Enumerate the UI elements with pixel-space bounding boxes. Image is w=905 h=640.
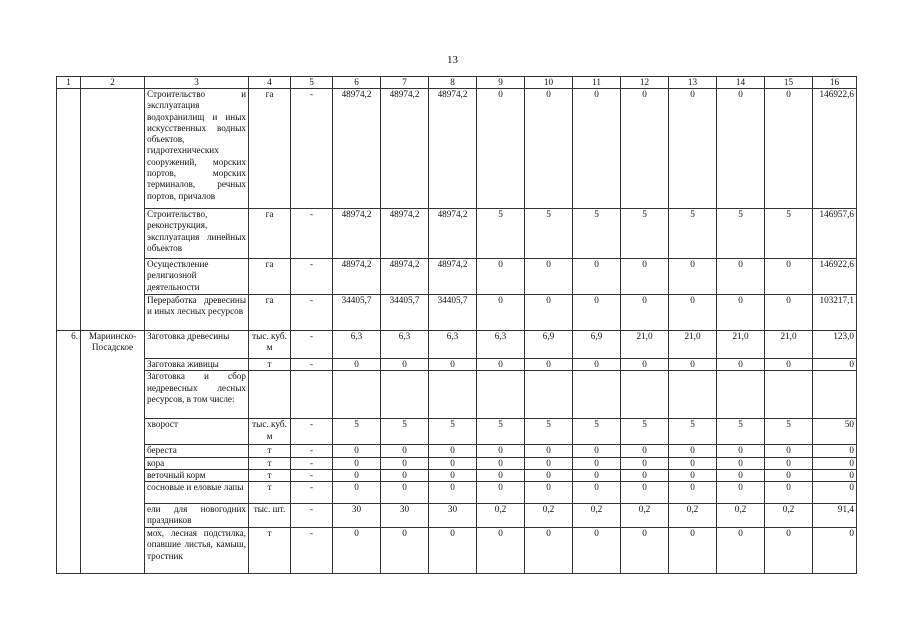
- activity-cell: Строительство, реконструкция, эксплуатация линейных объектов: [145, 209, 249, 259]
- value-cell: 6,3: [381, 331, 429, 359]
- table-row: [57, 457, 857, 469]
- activity-cell: Переработка древесины и иных лесных ресурсов: [145, 295, 249, 331]
- activity-cell: Заготовка живицы: [145, 359, 249, 371]
- activity-cell: Осуществление религиозной деятельности: [145, 259, 249, 295]
- value-cell: [813, 371, 857, 419]
- value-cell: 0: [717, 457, 765, 469]
- activity-cell: береста: [145, 445, 249, 457]
- district-cell: Мариинско-Посадское: [81, 331, 145, 574]
- table-row: [57, 469, 857, 481]
- value-cell: 0: [813, 469, 857, 481]
- activity-cell: кора: [145, 457, 249, 469]
- unit-cell: тыс. куб. м: [249, 331, 291, 359]
- value-cell: 48974,2: [333, 209, 381, 259]
- value-cell: 30: [333, 504, 381, 528]
- value-cell: [669, 371, 717, 419]
- unit-cell: т: [249, 359, 291, 371]
- value-cell: 0: [717, 469, 765, 481]
- value-cell: 21,0: [669, 331, 717, 359]
- table-row: [57, 331, 857, 359]
- column5-cell: -: [291, 89, 333, 209]
- value-cell: 5: [765, 209, 813, 259]
- value-cell: 0: [525, 457, 573, 469]
- value-cell: 0: [525, 295, 573, 331]
- value-cell: [525, 371, 573, 419]
- unit-cell: [249, 371, 291, 419]
- value-cell: 0: [477, 259, 525, 295]
- activity-cell: Заготовка и сбор недревесных лесных ресурсов, в том числе:: [145, 371, 249, 419]
- activity-cell: хворост: [145, 419, 249, 445]
- page-number: 13: [447, 54, 458, 66]
- value-cell: 0: [525, 89, 573, 209]
- value-cell: 5: [573, 419, 621, 445]
- unit-cell: т: [249, 457, 291, 469]
- column-number-8: 8: [429, 77, 477, 89]
- table-row: [57, 482, 857, 504]
- value-cell: 0: [573, 528, 621, 574]
- value-cell: 0: [765, 295, 813, 331]
- unit-cell: т: [249, 469, 291, 481]
- value-cell: 0: [765, 469, 813, 481]
- value-cell: 0: [669, 295, 717, 331]
- value-cell: 0: [621, 89, 669, 209]
- column-number-5: 5: [291, 77, 333, 89]
- column-number-4: 4: [249, 77, 291, 89]
- value-cell: 0: [621, 295, 669, 331]
- value-cell: 6,3: [429, 331, 477, 359]
- value-cell: [429, 371, 477, 419]
- value-cell: 0: [429, 359, 477, 371]
- value-cell: 5: [669, 419, 717, 445]
- unit-cell: га: [249, 209, 291, 259]
- value-cell: 0: [813, 528, 857, 574]
- value-cell: 48974,2: [429, 209, 477, 259]
- value-cell: 48974,2: [381, 89, 429, 209]
- value-cell: 0: [717, 482, 765, 504]
- unit-cell: т: [249, 482, 291, 504]
- value-cell: 0: [525, 469, 573, 481]
- value-cell: 34405,7: [381, 295, 429, 331]
- column5-cell: -: [291, 445, 333, 457]
- value-cell: 0: [621, 259, 669, 295]
- value-cell: 0: [525, 259, 573, 295]
- value-cell: 0: [381, 528, 429, 574]
- activity-cell: ели для новогодних праздников: [145, 504, 249, 528]
- value-cell: 5: [381, 419, 429, 445]
- value-cell: 0: [525, 445, 573, 457]
- column5-cell: -: [291, 331, 333, 359]
- column-number-1: 1: [57, 77, 81, 89]
- value-cell: 0: [669, 528, 717, 574]
- value-cell: 146957,6: [813, 209, 857, 259]
- unit-cell: т: [249, 528, 291, 574]
- value-cell: 0: [525, 528, 573, 574]
- value-cell: 0,2: [525, 504, 573, 528]
- value-cell: 5: [477, 209, 525, 259]
- value-cell: 0: [525, 482, 573, 504]
- value-cell: 5: [765, 419, 813, 445]
- value-cell: 0: [333, 482, 381, 504]
- unit-cell: га: [249, 259, 291, 295]
- value-cell: 0: [381, 482, 429, 504]
- value-cell: 0,2: [477, 504, 525, 528]
- column5-cell: -: [291, 457, 333, 469]
- activity-cell: Заготовка древесины: [145, 331, 249, 359]
- value-cell: 30: [429, 504, 477, 528]
- value-cell: 0: [813, 359, 857, 371]
- value-cell: 0: [765, 445, 813, 457]
- column-number-10: 10: [525, 77, 573, 89]
- value-cell: 0: [477, 445, 525, 457]
- value-cell: 5: [429, 419, 477, 445]
- value-cell: 0: [621, 359, 669, 371]
- value-cell: 0: [477, 295, 525, 331]
- value-cell: 0: [381, 359, 429, 371]
- value-cell: 0: [525, 359, 573, 371]
- value-cell: 48974,2: [333, 89, 381, 209]
- unit-cell: тыс. куб. м: [249, 419, 291, 445]
- value-cell: 0: [477, 482, 525, 504]
- value-cell: [717, 371, 765, 419]
- value-cell: 91,4: [813, 504, 857, 528]
- value-cell: 103217,1: [813, 295, 857, 331]
- value-cell: 0: [429, 457, 477, 469]
- value-cell: 0: [621, 482, 669, 504]
- value-cell: 0: [333, 445, 381, 457]
- value-cell: 21,0: [765, 331, 813, 359]
- value-cell: 0: [669, 359, 717, 371]
- column-number-2: 2: [81, 77, 145, 89]
- value-cell: 0: [573, 359, 621, 371]
- value-cell: 0,2: [765, 504, 813, 528]
- table-row: [57, 528, 857, 574]
- value-cell: [621, 371, 669, 419]
- column-number-7: 7: [381, 77, 429, 89]
- value-cell: 5: [621, 209, 669, 259]
- unit-cell: т: [249, 445, 291, 457]
- value-cell: 21,0: [621, 331, 669, 359]
- value-cell: 123,0: [813, 331, 857, 359]
- value-cell: [477, 371, 525, 419]
- table-row: [57, 371, 857, 419]
- value-cell: 30: [381, 504, 429, 528]
- value-cell: 0: [717, 528, 765, 574]
- value-cell: 0: [717, 359, 765, 371]
- value-cell: 5: [621, 419, 669, 445]
- table-row: [57, 295, 857, 331]
- value-cell: 0: [669, 457, 717, 469]
- value-cell: 21,0: [717, 331, 765, 359]
- value-cell: 0: [717, 89, 765, 209]
- value-cell: 0,2: [717, 504, 765, 528]
- value-cell: 0: [669, 482, 717, 504]
- value-cell: 0: [573, 89, 621, 209]
- value-cell: 0: [477, 457, 525, 469]
- table-row: [57, 89, 857, 209]
- value-cell: 0: [765, 457, 813, 469]
- value-cell: 0: [573, 469, 621, 481]
- value-cell: 0: [333, 469, 381, 481]
- value-cell: 0: [429, 528, 477, 574]
- value-cell: 0: [477, 359, 525, 371]
- value-cell: 0: [573, 482, 621, 504]
- value-cell: 0: [813, 445, 857, 457]
- column-number-13: 13: [669, 77, 717, 89]
- value-cell: 48974,2: [333, 259, 381, 295]
- value-cell: 0: [573, 259, 621, 295]
- value-cell: 0: [765, 528, 813, 574]
- table-row: [57, 359, 857, 371]
- value-cell: 48974,2: [381, 209, 429, 259]
- value-cell: 0: [477, 469, 525, 481]
- value-cell: 0: [573, 445, 621, 457]
- unit-cell: га: [249, 295, 291, 331]
- column5-cell: -: [291, 259, 333, 295]
- column5-cell: -: [291, 209, 333, 259]
- value-cell: 0: [717, 259, 765, 295]
- column-number-3: 3: [145, 77, 249, 89]
- table-row: [57, 504, 857, 528]
- data-table: [56, 76, 857, 574]
- column5-cell: -: [291, 528, 333, 574]
- value-cell: 5: [717, 209, 765, 259]
- value-cell: 5: [717, 419, 765, 445]
- table-row: [57, 259, 857, 295]
- column5-cell: -: [291, 295, 333, 331]
- value-cell: 0: [429, 469, 477, 481]
- value-cell: 5: [573, 209, 621, 259]
- value-cell: 0: [573, 295, 621, 331]
- column5-cell: -: [291, 359, 333, 371]
- column5-cell: [291, 371, 333, 419]
- value-cell: 0: [621, 445, 669, 457]
- column-number-6: 6: [333, 77, 381, 89]
- value-cell: [765, 371, 813, 419]
- value-cell: 34405,7: [333, 295, 381, 331]
- unit-cell: тыс. шт.: [249, 504, 291, 528]
- value-cell: 0: [381, 445, 429, 457]
- value-cell: 48974,2: [429, 259, 477, 295]
- value-cell: 0,2: [669, 504, 717, 528]
- district-cell: [81, 89, 145, 331]
- value-cell: 6,3: [333, 331, 381, 359]
- value-cell: 0: [765, 359, 813, 371]
- value-cell: 0: [429, 445, 477, 457]
- value-cell: 34405,7: [429, 295, 477, 331]
- value-cell: 5: [525, 419, 573, 445]
- value-cell: 0: [333, 457, 381, 469]
- column-number-12: 12: [621, 77, 669, 89]
- value-cell: 0: [333, 528, 381, 574]
- value-cell: 0: [477, 89, 525, 209]
- unit-cell: га: [249, 89, 291, 209]
- value-cell: 0: [381, 457, 429, 469]
- activity-cell: Строительство и эксплуатация водохранилищ и иных искусственных водных объектов, гидротехнических сооружений, морских портов, морских терминалов, речных портов, причалов: [145, 89, 249, 209]
- value-cell: 5: [477, 419, 525, 445]
- value-cell: 0: [573, 457, 621, 469]
- value-cell: 48974,2: [381, 259, 429, 295]
- value-cell: 0: [669, 259, 717, 295]
- activity-cell: сосновые и еловые лапы: [145, 482, 249, 504]
- value-cell: 0: [765, 89, 813, 209]
- column-number-16: 16: [813, 77, 857, 89]
- value-cell: 5: [669, 209, 717, 259]
- value-cell: 6,9: [525, 331, 573, 359]
- value-cell: 5: [333, 419, 381, 445]
- column5-cell: -: [291, 469, 333, 481]
- value-cell: 0: [717, 295, 765, 331]
- column-number-11: 11: [573, 77, 621, 89]
- table-row: [57, 445, 857, 457]
- value-cell: 0: [621, 457, 669, 469]
- value-cell: 0: [669, 445, 717, 457]
- row-number-cell: 6.: [57, 331, 81, 574]
- column5-cell: -: [291, 504, 333, 528]
- header-row: [57, 77, 857, 89]
- value-cell: 48974,2: [429, 89, 477, 209]
- value-cell: 0: [333, 359, 381, 371]
- value-cell: [333, 371, 381, 419]
- value-cell: 0: [765, 482, 813, 504]
- row-number-cell: [57, 89, 81, 331]
- activity-cell: веточный корм: [145, 469, 249, 481]
- value-cell: 0: [669, 89, 717, 209]
- column5-cell: -: [291, 482, 333, 504]
- value-cell: 0,2: [621, 504, 669, 528]
- value-cell: 146922,6: [813, 259, 857, 295]
- table-row: [57, 209, 857, 259]
- value-cell: 6,9: [573, 331, 621, 359]
- activity-cell: мох, лесная подстилка, опавшие листья, камыш, тростник: [145, 528, 249, 574]
- value-cell: 0: [477, 528, 525, 574]
- value-cell: 0: [429, 482, 477, 504]
- value-cell: 0: [621, 469, 669, 481]
- value-cell: 0: [669, 469, 717, 481]
- value-cell: 0: [813, 482, 857, 504]
- column-number-9: 9: [477, 77, 525, 89]
- value-cell: [381, 371, 429, 419]
- value-cell: 0: [381, 469, 429, 481]
- column-number-14: 14: [717, 77, 765, 89]
- value-cell: 0: [621, 528, 669, 574]
- value-cell: 50: [813, 419, 857, 445]
- column-number-15: 15: [765, 77, 813, 89]
- value-cell: 6,3: [477, 331, 525, 359]
- column5-cell: -: [291, 419, 333, 445]
- value-cell: 0: [813, 457, 857, 469]
- value-cell: 0: [717, 445, 765, 457]
- value-cell: [573, 371, 621, 419]
- value-cell: 146922,6: [813, 89, 857, 209]
- value-cell: 5: [525, 209, 573, 259]
- table-row: [57, 419, 857, 445]
- value-cell: 0: [765, 259, 813, 295]
- value-cell: 0,2: [573, 504, 621, 528]
